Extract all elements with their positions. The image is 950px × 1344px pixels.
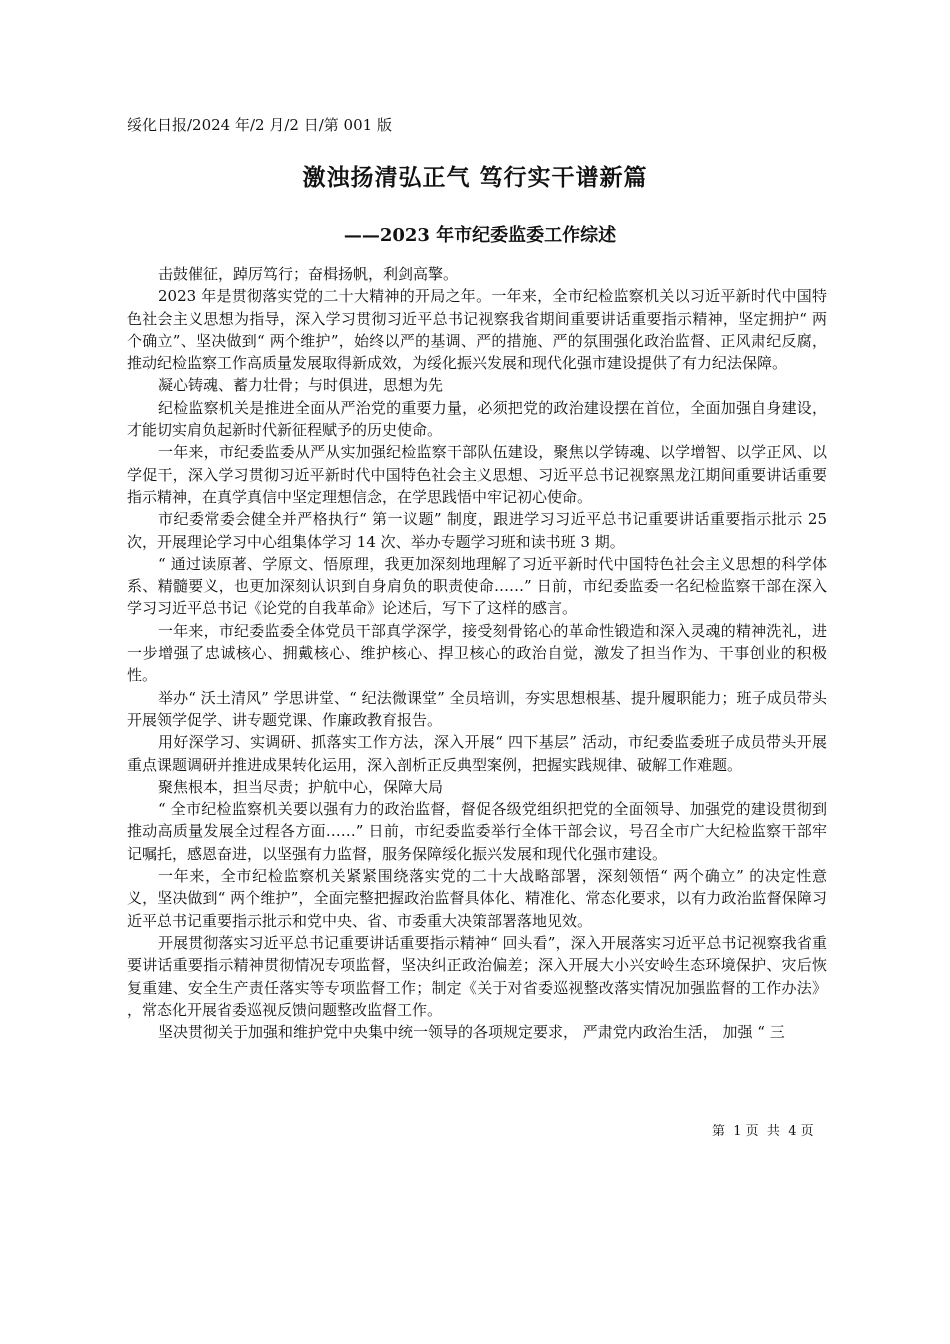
- paragraph: 一年来，市纪委监委全体党员干部真学深学，接受刻骨铭心的革命性锻造和深入灵魂的精神洗礼，进一步增强了忠诚核心、拥戴核心、维护核心、捍卫核心的政治自觉，激发了担当作为、干事创业的积极性。: [127, 621, 827, 685]
- article-body: [127, 263, 827, 1043]
- paragraph: 2023 年是贯彻落实党的二十大精神的开局之年。一年来，全市纪检监察机关以习近平新时代中国特色社会主义思想为指导，深入学习贯彻习近平总书记视察我省期间重要讲话重要指示精神，坚定拥护“ 两个确立”、坚决做到“ 两个维护”，始终以严的基调、严的措施、严的氛围强化政治监督、正风肃纪反腐，推动纪检监察工作高质量发展取得新成效，为绥化振兴发展和现代化强市建设提供了有力纪法保障。: [127, 287, 827, 373]
- page-indicator: 第 1 页 共 4 页: [712, 1124, 814, 1139]
- article-title: 激浊扬清弘正气 笃行实干谱新篇: [302, 164, 648, 191]
- paragraph: “ 全市纪检监察机关要以强有力的政治监督，督促各级党组织把党的全面领导、加强党的建设贯彻到推动高质量发展全过程各方面……” 日前，市纪委监委举行全体干部会议，号召全市广大纪检监察干部牢记嘱托，感恩奋进，以坚强有力监督，服务保障绥化振兴发展和现代化强市建设。: [127, 800, 827, 863]
- paragraph: 开展贯彻落实习近平总书记重要讲话重要指示精神“ 回头看”，深入开展落实习近平总书记视察我省重要讲话重要指示精神贯彻情况专项监督，坚决纠正政治偏差；深入开展大小兴安岭生态环境保护、灾后恢复重建、安全生产责任落实等专项监督工作；制定《关于对省委巡视整改落实情况加强监督的工作办法》 ，常态化开展省委巡视反馈问题整改监督工作。: [127, 933, 827, 1019]
- paragraph: 击鼓催征，踔厉笃行；奋楫扬帆，利剑高擎。: [158, 265, 459, 283]
- section-heading: 凝心铸魂、蓄力壮骨；与时俱进，思想为先: [158, 376, 444, 395]
- paragraph: 市纪委常委会健全并严格执行“ 第一议题” 制度，跟进学习习近平总书记重要讲话重要指示批示 25 次，开展理论学习中心组集体学习 14 次、举办专题学习班和读书班 3 期。: [127, 510, 827, 551]
- source-line: 绥化日报/2024 年/2 月/2 日/第 001 版: [127, 116, 392, 134]
- paragraph: 纪检监察机关是推进全面从严治党的重要力量，必须把党的政治建设摆在首位，全面加强自身建设，才能切实肩负起新时代新征程赋予的历史使命。: [127, 398, 827, 440]
- article-subtitle: ——2023 年市纪委监委工作综述: [343, 225, 617, 246]
- paragraph: 坚决贯彻关于加强和维护党中央集中统一领导的各项规定要求， 严肃党内政治生活， 加强 “ 三: [158, 1023, 785, 1042]
- paragraph: 用好深学习、实调研、抓落实工作方法，深入开展“ 四下基层” 活动，市纪委监委班子成员带头开展重点课题调研并推进成果转化运用，深入剖析正反典型案例，把握实践规律、破解工作难题。: [127, 733, 827, 774]
- paragraph: 一年来，全市纪检监察机关紧紧围绕落实党的二十大战略部署，深刻领悟“ 两个确立” 的决定性意义，坚决做到“ 两个维护”，全面完整把握政治监督具体化、精准化、常态化要求，以有力政治监督保障习近平总书记重要指示批示和党中央、省、市委重大决策部署落地见效。: [127, 867, 827, 930]
- section-heading: 聚焦根本，担当尽责；护航中心，保障大局: [158, 777, 444, 796]
- paragraph: “ 通过读原著、学原文、悟原理，我更加深刻地理解了习近平新时代中国特色社会主义思想的科学体系、精髓要义，也更加深刻认识到自身肩负的职责使命……” 日前，市纪委监委一名纪检监察干部在深入学习习近平总书记《论党的自我革命》论述后，写下了这样的感言。: [127, 554, 827, 618]
- paragraph: 举办“ 沃土清风” 学思讲堂、“ 纪法微课堂” 全员培训，夯实思想根基、提升履职能力；班子成员带头开展领学促学、讲专题党课、作廉政教育报告。: [127, 688, 827, 729]
- paragraph: 一年来，市纪委监委从严从实加强纪检监察干部队伍建设，聚焦以学铸魂、以学增智、以学正风、以学促干，深入学习贯彻习近平新时代中国特色社会主义思想、习近平总书记视察黑龙江期间重要讲话重要指示精神，在真学真信中坚定理想信念，在学思践悟中牢记初心使命。: [127, 443, 827, 506]
